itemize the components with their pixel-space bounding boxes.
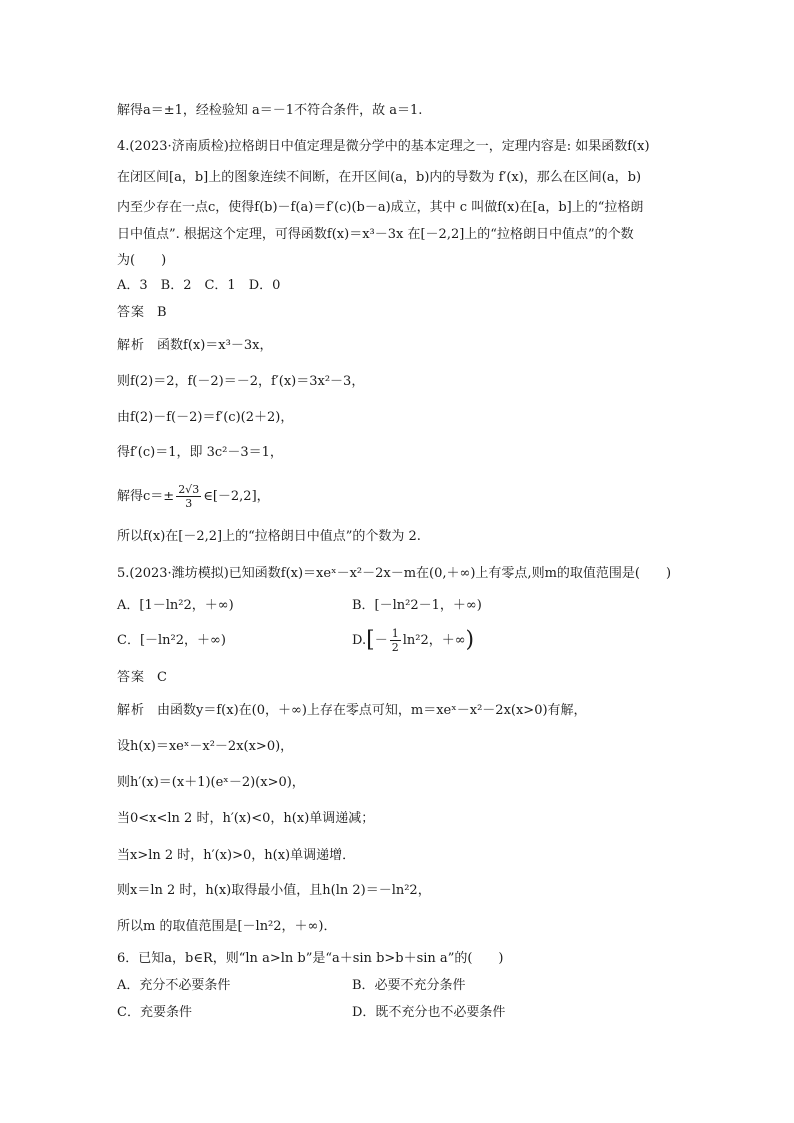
fraction xyxy=(176,483,201,510)
analysis-4-conclusion: 所以f(x)在[－2,2]上的“拉格朗日中值点”的个数为 2. xyxy=(117,529,421,544)
question-6-option-a: A．充分不必要条件 xyxy=(117,978,231,993)
option-d-denominator: 2 xyxy=(391,641,399,654)
analysis-5-conclusion: 所以m 的取值范围是[－ln²2，＋∞)． xyxy=(117,919,337,934)
answer-label: 答案 xyxy=(117,670,146,685)
option-d-sign: － xyxy=(374,633,388,648)
fraction-denominator: 3 xyxy=(185,497,193,510)
question-5-option-c: C．[－ln²2，＋∞) xyxy=(117,633,226,648)
analysis-4-line-3: 由f(2)－f(－2)＝f′(c)(2＋2)， xyxy=(117,410,294,425)
answer-label: 答案 xyxy=(117,305,146,320)
analysis-4-line-5 xyxy=(117,478,270,516)
analysis-4-line-4: 得f′(c)＝1，即 3c²－3＝1， xyxy=(117,445,283,460)
analysis-label: 解析 xyxy=(117,338,146,353)
fraction-numerator: 2√3 xyxy=(178,483,200,496)
analysis-text: 函数f(x)＝x³－3x， xyxy=(157,338,273,353)
question-4-options: A．3 B．2 C．1 D．0 xyxy=(117,278,281,293)
analysis-4-line-1 xyxy=(117,337,272,355)
analysis-5-line-5: 当x>ln 2 时，h′(x)>0，h(x)单调递增． xyxy=(117,848,356,863)
right-paren-icon: ) xyxy=(465,627,475,653)
question-4-line-4: 日中值点”. 根据这个定理，可得函数f(x)＝x³－3x 在[－2,2]上的“拉格朗日中值点”的个数 xyxy=(117,227,634,242)
solve-prefix: 解得c＝± xyxy=(117,489,175,504)
analysis-5-line-4: 当0<x<ln 2 时，h′(x)<0，h(x)单调递减； xyxy=(117,811,375,826)
question-6-stem: 6．已知a，b∈R，则“ln a>ln b”是“a＋sin b>b＋sin a”的( ) xyxy=(117,951,504,966)
analysis-label: 解析 xyxy=(117,703,146,718)
option-d-label: D. xyxy=(352,633,367,648)
analysis-5-line-2: 设h(x)＝xeˣ－x²－2x(x>0)， xyxy=(117,739,294,754)
analysis-4-line-2: 则f(2)＝2，f(－2)＝－2，f′(x)＝3x²－3， xyxy=(117,374,365,389)
question-6-option-c: C．充要条件 xyxy=(117,1005,192,1020)
left-bracket-icon: [ xyxy=(366,627,375,653)
question-5-option-d xyxy=(352,624,474,658)
option-d-numerator: 1 xyxy=(391,627,399,640)
question-5-option-b: B．[－ln²2－1，＋∞) xyxy=(352,598,482,613)
answer-5 xyxy=(117,669,167,687)
question-4-line-1: 4.(2023·济南质检)拉格朗日中值定理是微分学中的基本定理之一，定理内容是: 如果函数f(x) xyxy=(117,139,650,154)
analysis-text: 由函数y＝f(x)在(0，＋∞)上存在零点可知，m＝xeˣ－x²－2x(x>0)有解， xyxy=(157,703,587,718)
question-6-option-b: B．必要不充分条件 xyxy=(352,978,466,993)
question-6-option-d: D．既不充分也不必要条件 xyxy=(352,1005,506,1020)
question-4-line-2: 在闭区间[a，b]上的图象连续不间断，在开区间(a，b)内的导数为 f′(x)，那么在区间(a，b) xyxy=(117,170,642,185)
solve-suffix: ∈[－2,2]， xyxy=(203,489,270,504)
option-d-fraction xyxy=(390,627,401,654)
analysis-5-line-1 xyxy=(117,702,587,720)
line-solution-3-conclusion: 解得a＝±1，经检验知 a＝－1不符合条件，故 a＝1. xyxy=(117,103,423,118)
question-5-stem: 5.(2023·潍坊模拟)已知函数f(x)＝xeˣ－x²－2x－m在(0,＋∞)上有零点,则m的取值范围是( ) xyxy=(117,566,672,581)
question-5-option-a: A．[1－ln²2，＋∞) xyxy=(117,598,234,613)
answer-value: C xyxy=(157,670,167,685)
answer-value: B xyxy=(157,305,167,320)
option-d-rest: ln²2，＋∞ xyxy=(402,633,466,648)
question-4-line-5: 为( ) xyxy=(117,253,167,268)
question-4-line-3: 内至少存在一点c，使得f(b)－f(a)＝f′(c)(b－a)成立，其中 c 叫做f(x)在[a，b]上的“拉格朗 xyxy=(117,200,644,215)
answer-4 xyxy=(117,304,167,322)
analysis-5-line-3: 则h′(x)＝(x＋1)(eˣ－2)(x>0)， xyxy=(117,775,305,790)
analysis-5-line-6: 则x＝ln 2 时，h(x)取得最小值，且h(ln 2)＝－ln²2， xyxy=(117,883,431,898)
